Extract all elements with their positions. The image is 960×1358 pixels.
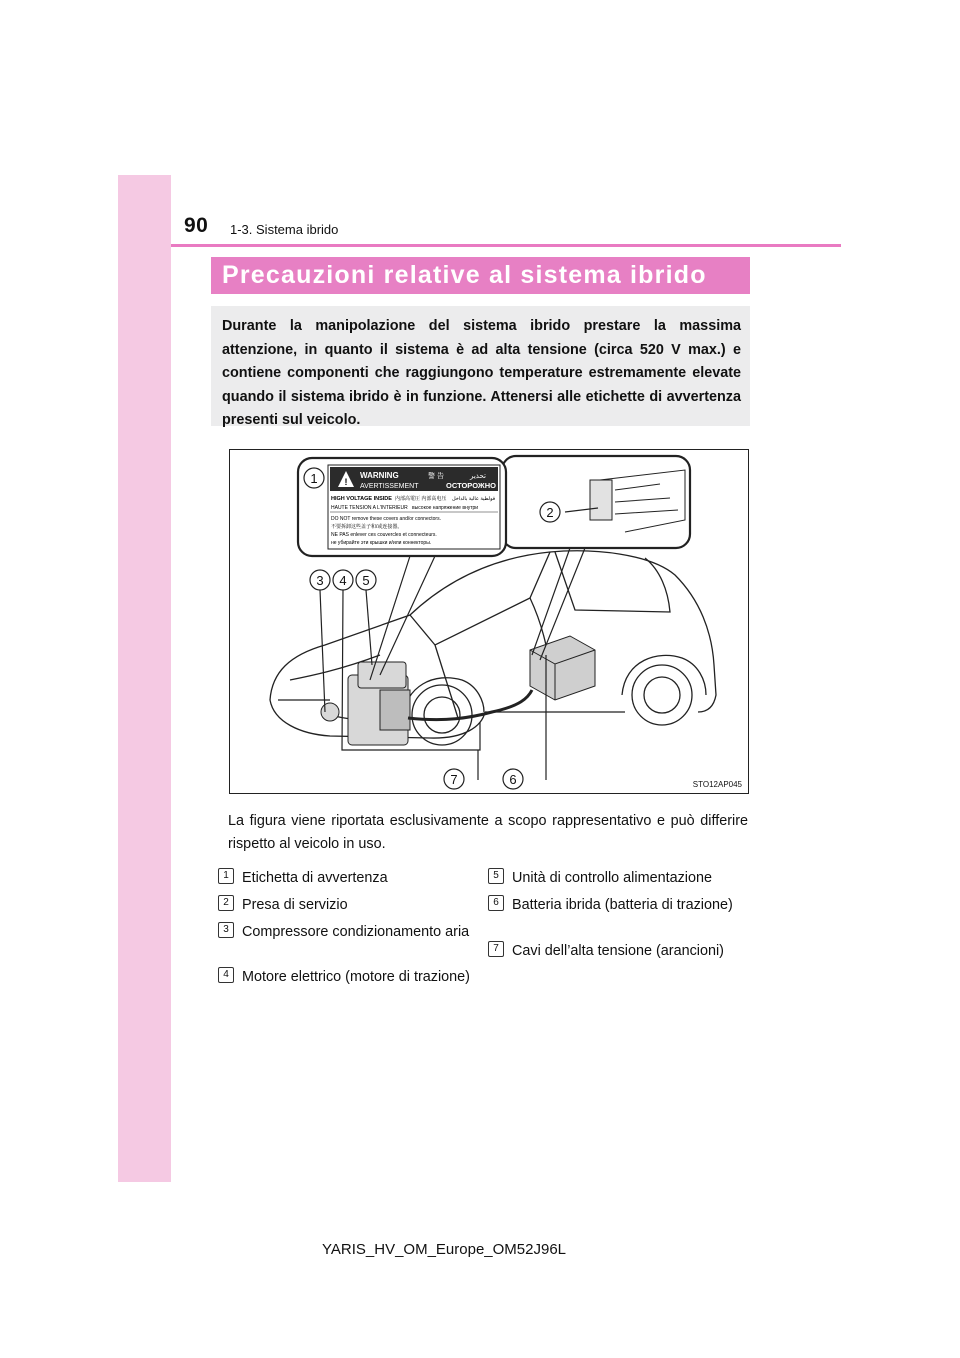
- service-plug-detail: [502, 456, 690, 548]
- label-hv-inside: HIGH VOLTAGE INSIDE: [331, 496, 392, 502]
- legend-num-6: 6: [488, 895, 504, 911]
- label-ru-hv: высокое напряжение внутри: [412, 505, 479, 511]
- callout-2: 2: [546, 505, 554, 520]
- side-color-strip: [118, 175, 171, 1182]
- legend-item-5: Unità di controllo alimentazione: [512, 870, 712, 886]
- page-number: 90: [184, 214, 209, 237]
- figure-code: STO12AP045: [692, 780, 742, 789]
- callout-4: 4: [339, 573, 347, 588]
- callout-3: 3: [316, 573, 324, 588]
- svg-text:!: !: [344, 477, 348, 487]
- label-avertissement: AVERTISSEMENT: [360, 483, 419, 490]
- legend-item-2: Presa di servizio: [242, 897, 348, 913]
- footer-doc-code: YARIS_HV_OM_Europe_OM52J96L: [322, 1241, 567, 1258]
- section-title: 1-3. Sistema ibrido: [230, 222, 339, 237]
- label-haute-tension: HAUTE TENSION A L'INTERIEUR: [331, 505, 408, 511]
- callout-7: 7: [450, 772, 458, 787]
- legend-num-5: 5: [488, 868, 504, 884]
- battery-pack: [530, 636, 595, 700]
- legend-item-6: Batteria ibrida (batteria di trazione): [512, 897, 733, 913]
- legend-num-1: 1: [218, 868, 234, 884]
- legend-num-4: 4: [218, 967, 234, 983]
- header-rule: [171, 244, 841, 247]
- callout-1: 1: [310, 471, 318, 486]
- legend-num-2: 2: [218, 895, 234, 911]
- callout-6: 6: [509, 772, 517, 787]
- legend-num-3: 3: [218, 922, 234, 938]
- legend-item-4: Motore elettrico (motore di trazione): [242, 969, 470, 985]
- legend-num-7: 7: [488, 941, 504, 957]
- label-ar-warning: تحذير: [470, 473, 486, 480]
- label-cn-warning: 警 告: [428, 473, 444, 480]
- section-heading: Precauzioni relative al sistema ibrido: [211, 257, 750, 294]
- label-ru-do-not: не убирайте эти крышки и/или коннекторы.: [331, 540, 432, 546]
- legend-item-3: Compressore condizionamento aria: [242, 924, 470, 940]
- legend-item-7: Cavi dell’alta tensione (arancioni): [512, 943, 724, 959]
- vehicle-figure: [229, 449, 749, 794]
- label-ar-hv: فولطية عالية بالداخل: [452, 496, 496, 502]
- label-cn-hv: 内部高電圧 内部高电压: [395, 496, 447, 502]
- motor-assembly: [321, 662, 410, 745]
- label-ne-pas: NE PAS enlever ces couvercles et connecteurs.: [331, 532, 437, 538]
- intro-box: [211, 306, 750, 426]
- legend-item-1: Etichetta di avvertenza: [242, 870, 388, 886]
- intro-text: Durante la manipolazione del sistema ibrido prestare la massima attenzione, in quanto il sistema è ad alta tensione (circa 520 V max.) e contiene componenti che raggiungono temperature estremamente elevate quando il sistema ibrido è in funzione. Attenersi alle etichette di avvertenza presenti sul veicolo.: [222, 318, 741, 428]
- label-do-not: DO NOT remove these covers and/or connectors.: [331, 516, 441, 522]
- vehicle-illustration: [230, 450, 748, 793]
- callout-5: 5: [362, 573, 370, 588]
- warning-label-inset: [298, 458, 506, 556]
- figure-caption: La figura viene riportata esclusivamente a scopo rappresentativo e può differire rispetto al veicolo in uso.: [228, 813, 748, 852]
- label-ru-warning: ОСТОРОЖНО: [446, 481, 496, 490]
- label-cn-do-not: 不要拆卸这些盖子和/或连接器。: [331, 524, 403, 530]
- label-warning: WARNING: [360, 471, 399, 480]
